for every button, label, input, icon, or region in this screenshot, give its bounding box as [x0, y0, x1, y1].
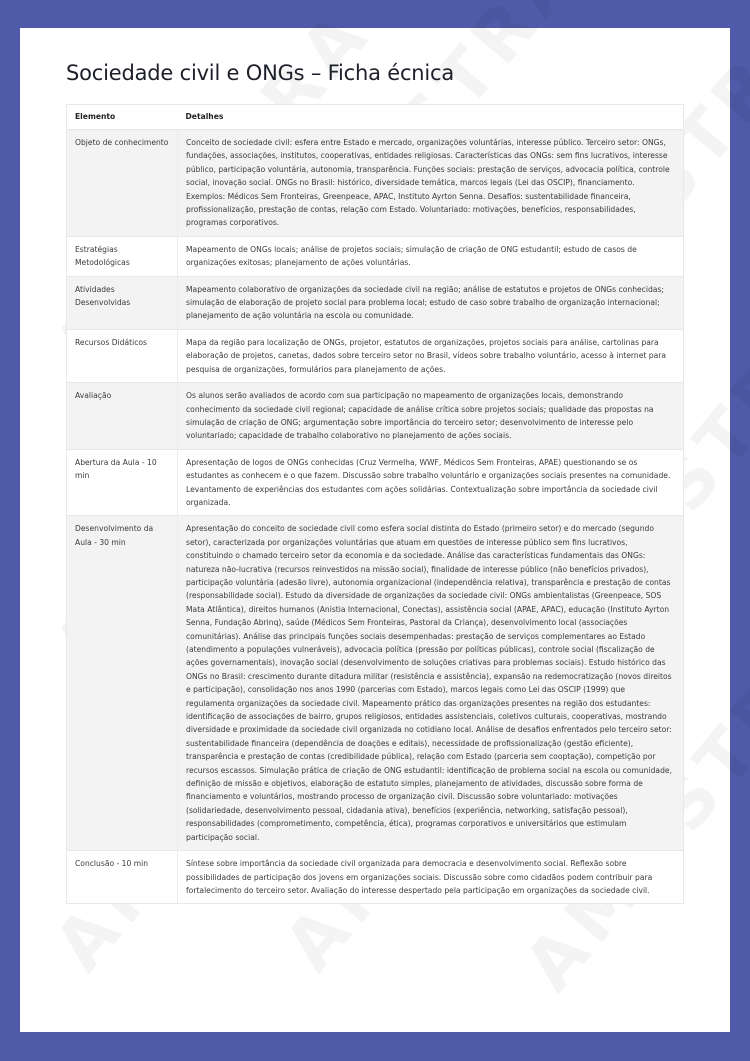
table-row — [67, 276, 684, 329]
row-details: Conceito de sociedade civil: esfera entre Estado e mercado, organizações voluntárias, interesse público. Terceiro setor: ONGs, fundações, associações, institutos, cooperativas, entidades religiosas. Características das ONGs: sem fins lucrativos, interesse público, participação voluntária, autonomia, transparência. Funções sociais: prestação de serviços, advocacia política, controle social, inovação social. ONGs no Brasil: histórico, diversidade temática, marcos legais (Lei das OSCIP), financiamento. Exemplos: Médicos Sem Fronteiras, Greenpeace, APAC, Instituto Ayrton Senna. Desafios: sustentabilidade financeira, profissionalização, prestação de contas, relação com Estado. Voluntariado: motivações, benefícios, responsabilidades, programas corporativos. — [178, 130, 684, 237]
document-page — [20, 28, 730, 1032]
row-details: Mapa da região para localização de ONGs, projetor, estatutos de organizações, projetos sociais para análise, cartolinas para elaboração de projetos, canetas, dados sobre terceiro setor no Brasil, vídeos sobre trabalho voluntário, acesso à internet para pesquisa de organizações, formulários para planejamento de ações. — [178, 329, 684, 382]
row-element: Abertura da Aula - 10 min — [67, 449, 178, 516]
row-element: Objeto de conhecimento — [67, 130, 178, 237]
table-row — [67, 383, 684, 450]
row-element: Recursos Didáticos — [67, 329, 178, 382]
column-header-element: Elemento — [67, 105, 178, 130]
row-element: Avaliação — [67, 383, 178, 450]
row-element: Estratégias Metodológicas — [67, 236, 178, 276]
page-title: Sociedade civil e ONGs – Ficha écnica — [66, 61, 455, 85]
table-header-row — [67, 105, 684, 130]
row-element: Conclusão - 10 min — [67, 851, 178, 904]
row-details: Síntese sobre importância da sociedade civil organizada para democracia e desenvolvimento social. Reflexão sobre possibilidades de participação dos jovens em organizações sociais. Discussão sobre como cidadãos podem contribuir para fortalecimento do terceiro setor. Avaliação do interesse despertado pela participação em organizações da sociedade civil. — [178, 851, 684, 904]
row-element: Desenvolvimento da Aula - 30 min — [67, 516, 178, 851]
lesson-plan-table — [66, 104, 684, 904]
row-details: Mapeamento colaborativo de organizações da sociedade civil na região; análise de estatutos e projetos de ONGs conhecidas; simulação de elaboração de projeto social para problema local; estudo de caso sobre trabalho de organização internacional; planejamento de ação voluntária na escola ou comunidade. — [178, 276, 684, 329]
table-row — [67, 236, 684, 276]
row-details: Apresentação de logos de ONGs conhecidas (Cruz Vermelha, WWF, Médicos Sem Fronteiras, APAE) questionando se os estudantes as conhecem e o que fazem. Discussão sobre trabalho voluntário e organizações sociais presentes na comunidade. Levantamento de experiências dos estudantes com ações solidárias. Contextualização sobre importância da sociedade civil organizada. — [178, 449, 684, 516]
row-details: Mapeamento de ONGs locais; análise de projetos sociais; simulação de criação de ONG estudantil; estudo de casos de organizações exitosas; planejamento de ações voluntárias. — [178, 236, 684, 276]
row-element: Atividades Desenvolvidas — [67, 276, 178, 329]
table-row — [67, 851, 684, 904]
row-details: Apresentação do conceito de sociedade civil como esfera social distinta do Estado (primeiro setor) e do mercado (segundo setor), caracterizada por organizações voluntárias que atuam em questões de interesse público sem fins lucrativos, constituindo o chamado terceiro setor da economia e da sociedade. Análise das características fundamentais das ONGs: natureza não-lucrativa (recursos reinvestidos na missão social), finalidade de interesse público (não benefícios privados), participação voluntária (adesão livre), autonomia organizacional (independência relativa), transparência e prestação de contas (responsabilidade social). Estudo da diversidade de organizações da sociedade civil: ONGs ambientalistas (Greenpeace, SOS Mata Atlântica), direitos humanos (Anistia Internacional, Conectas), assistência social (APAE, APAC), educação (Instituto Ayrton Senna, Fundação Abrinq), saúde (Médicos Sem Fronteiras, Pastoral da Criança), desenvolvimento local (associações comunitárias). Análise das principais funções sociais desempenhadas: prestação de serviços complementares ao Estado (atendimento a populações vulneráveis), advocacia política (pressão por políticas públicas), controle social (fiscalização de ações governamentais), inovação social (desenvolvimento de soluções criativas para problemas sociais). Estudo histórico das ONGs no Brasil: crescimento durante ditadura militar (resistência e assistência), expansão na redemocratização (novos direitos e participação), consolidação nos anos 1990 (parcerias com Estado), marcos legais como Lei das OSCIP (1999) que regulamenta organizações da sociedade civil. Mapeamento prático das organizações presentes na região dos estudantes: identificação de associações de bairro, grupos religiosos, entidades assistenciais, coletivos culturais, cooperativas, mostrando diversidade e proximidade da sociedade civil organizada no cotidiano local. Análise de desafios enfrentados pelo terceiro setor: sustentabilidade financeira (dependência de doações e editais), necessidade de profissionalização (gestão eficiente), transparência e prestação de contas (credibilidade pública), relação com Estado (parceria sem cooptação), competição por recursos escassos. Simulação prática de criação de ONG estudantil: identificação de problema social na escola ou comunidade, definição de missão e objetivos, elaboração de estatuto simples, planejamento de atividades, discussão sobre forma de financiamento e voluntários, mostrando processo de organização civil. Discussão sobre voluntariado: motivações (solidariedade, desenvolvimento pessoal, cidadania ativa), benefícios (experiência, networking, satisfação pessoal), responsabilidades (comprometimento, competência, ética), programas corporativos e universitários que estimulam participação social. — [178, 516, 684, 851]
table-row — [67, 516, 684, 851]
table-row — [67, 329, 684, 382]
column-header-details: Detalhes — [178, 105, 684, 130]
table-row — [67, 130, 684, 237]
row-details: Os alunos serão avaliados de acordo com sua participação no mapeamento de organizações locais, demonstrando conhecimento da sociedade civil regional; capacidade de análise crítica sobre projetos sociais; qualidade das propostas na simulação de criação de ONG; argumentação sobre importância do terceiro setor; desenvolvimento de interesse pelo voluntariado; capacidade de trabalho colaborativo no planejamento de ações sociais. — [178, 383, 684, 450]
table-row — [67, 449, 684, 516]
